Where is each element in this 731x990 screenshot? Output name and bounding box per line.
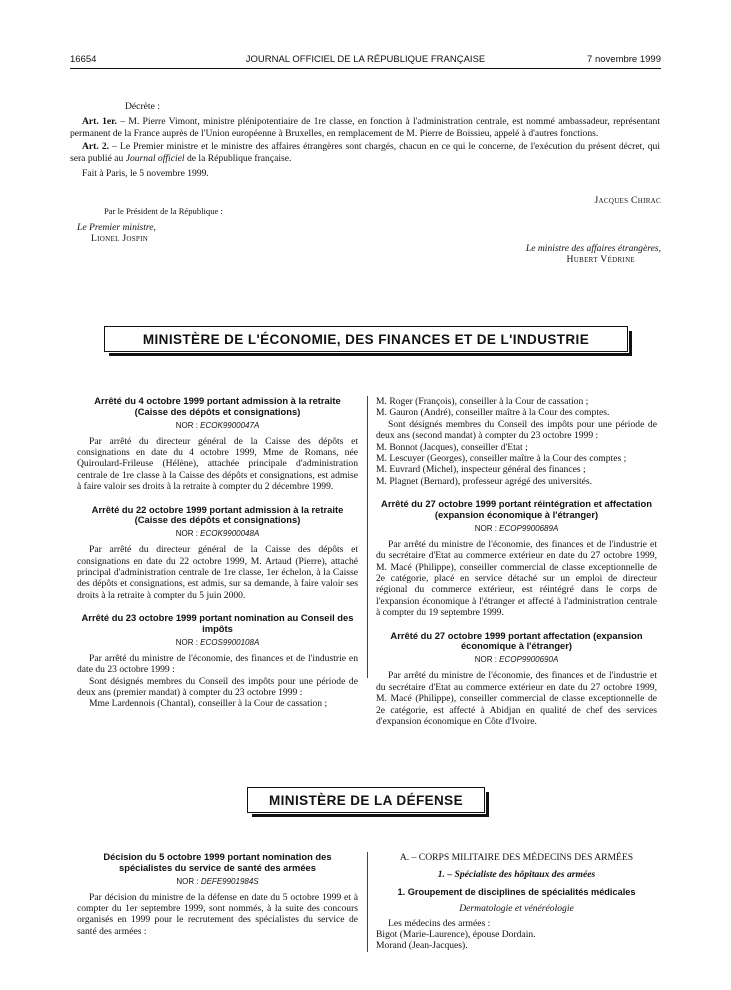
arrete-5-nor: NOR : ECOP9900690A [474,655,559,665]
decision-1-text: Par décision du ministre de la défense en date du 5 octobre 1999 et à compter du 1er septembre 1999, sont nommés, à la suite des concours organisés en 1999 pour le recrutement des spécialistes du service de santé des armées : [77,891,358,937]
article-2-text: – Le Premier ministre et le ministre des affaires étrangères sont chargés, chacun en ce qui le concerne, de l'exécution du présent décret, qui sera publié au [70,141,660,164]
article-2-text-end: de la République française. [184,152,292,164]
defense-right-column [376,852,657,952]
section-1: 1. – Spécialiste des hôpitaux des armées [437,869,596,881]
decrete: Décrète : [125,101,160,112]
pm-name: Lionel Jospin [91,233,149,244]
arrete-4-title: Arrêté du 27 octobre 1999 portant réintégration et affectation (expansion économique à l'étranger) [381,498,652,521]
decree-block [70,101,660,179]
arrete-3-text-1: Par arrêté du ministre de l'économie, des finances et de l'industrie en date du 23 octobre 1999 : [77,652,358,676]
defense-column-rule [367,852,368,952]
discipline: Dermatologie et vénéréologie [459,903,574,915]
economy-right-column [376,396,657,727]
article-1-label: Art. 1er. [82,116,117,128]
list-item: M. Gauron (André), conseiller maître à la Cour des comptes. [376,407,610,419]
article-1-text: – M. Pierre Vimont, ministre plénipotentiaire de 1re classe, en fonction à l'administration centrale, est nommé ambassadeur, représentant permanent de la France auprès de l'Union européenne à Bruxelles, en remplacement de M. Pierre de Boissieu, appelé à d'autres fonctions. [70,116,660,139]
mae-name: Hubert Védrine [566,254,635,265]
header-rule [70,68,661,69]
article-1 [70,116,660,139]
arrete-1-title: Arrêté du 4 octobre 1999 portant admission à la retraite (Caisse des dépôts et consignations) [94,395,341,417]
arrete-4-nor: NOR : ECOP9900689A [474,523,559,533]
arrete-3-nor: NOR : ECOS9900108A [175,637,260,647]
arrete-1-text: Par arrêté du directeur général de la Caisse des dépôts et consignations en date du 4 octobre 1999, Mme de Romans, née Quiroulard-Frileuse (Hélène), attachée principale d'administration centrale de 1re classe à la Caisse des dépôts et consignations, est admise à faire valoir ses droits à la retraite à compter du 2 décembre 1999. [77,435,358,493]
ministry-defense-banner: MINISTÈRE DE LA DÉFENSE [247,787,485,813]
pm-title: Le Premier ministre, [77,222,156,233]
arrete-1-nor: NOR : ECOK9900047A [175,420,260,430]
decision-1-title: Décision du 5 octobre 1999 portant nomination des spécialistes du service de santé des armées [103,851,332,873]
economy-left-column [77,396,358,710]
arrete-2-nor: NOR : ECOK9900048A [175,529,260,539]
conseil-intro-2: Sont désignés membres du Conseil des impôts pour une période de deux ans (second mandat) à compter du 23 octobre 1999 : [376,418,657,442]
medecins-intro: Les médecins des armées : [388,917,491,929]
arrete-3-text-2: Sont désignés membres du Conseil des impôts pour une période de deux ans (premier mandat) à compter du 23 octobre 1999 : [77,675,358,699]
list-item: M. Plagnet (Bernard), professeur agrégé des universités. [376,475,593,487]
article-2-label: Art. 2. [82,141,110,153]
fait-a-paris: Fait à Paris, le 5 novembre 1999. [82,168,209,180]
section-a: A. – CORPS MILITAIRE DES MÉDECINS DES ARMÉES [399,852,634,863]
defense-left-column [77,852,358,937]
economy-column-rule [367,396,368,678]
decision-1-nor: NOR : DEFE9901984S [176,876,259,886]
page-number: 16654 [70,54,97,65]
journal-officiel: Journal officiel [125,152,185,164]
arrete-5-text: Par arrêté du ministre de l'économie, des finances et de l'industrie et du secrétaire d'Etat au commerce extérieur en date du 27 octobre 1999, M. Macé (Philippe), conseiller commercial de classe exceptionnelle de 2e catégorie, est affecté à Abidjan en qualité de chef des services d'expansion économique en Côte d'Ivoire. [376,670,657,727]
arrete-2-text: Par arrêté du directeur général de la Caisse des dépôts et consignations en date du 22 octobre 1999, M. Artaud (Pierre), attaché principal d'administration centrale de 1re classe, 1er échelon, à la Caisse des dépôts et consignations, est admis, sur sa demande, à faire valoir ses droits à la retraite à compter du 5 juin 2000. [77,544,358,601]
list-item: Bigot (Marie-Laurence), épouse Dordain. [376,929,536,941]
issue-date: 7 novembre 1999 [587,54,661,65]
list-item: M. Lescuyer (Georges), conseiller maître à la Cour des comptes ; [376,453,627,465]
arrete-3-title: Arrêté du 23 octobre 1999 portant nomination au Conseil des impôts [81,612,354,635]
arrete-3-text-3: Mme Lardennois (Chantal), conseiller à la Cour de cassation ; [89,698,328,710]
list-item: Morand (Jean-Jacques). [376,940,468,952]
list-item: M. Bonnot (Jacques), conseiller d'Etat ; [376,441,528,453]
article-2 [70,141,660,164]
arrete-4-text: Par arrêté du ministre de l'économie, des finances et de l'industrie et du secrétaire d'Etat au commerce extérieur en date du 27 octobre 1999, M. Macé (Philippe), conseiller commercial de classe exceptionnelle de 2e catégorie, placé en service détaché sur un emploi de directeur régional du commerce extérieur, est réintégré dans le corps de l'expansion économique à l'étranger et affecté à l'administration centrale à compter du 19 septembre 1999. [376,538,657,619]
arrete-2-title: Arrêté du 22 octobre 1999 portant admission à la retraite (Caisse des dépôts et consignations) [91,503,344,526]
list-item: M. Euvrard (Michel), inspecteur général des finances ; [376,464,586,476]
group-1: 1. Groupement de disciplines de spécialités médicales [397,886,636,897]
signer-president: Jacques Chirac [594,195,661,206]
list-item: M. Roger (François), conseiller à la Cour de cassation ; [376,396,589,407]
mae-title: Le ministre des affaires étrangères, [525,243,661,254]
arrete-5-title: Arrêté du 27 octobre 1999 portant affectation (expansion économique à l'étranger) [390,629,643,652]
journal-title: JOURNAL OFFICIEL DE LA RÉPUBLIQUE FRANÇAISE [245,54,486,65]
ministry-economy-banner: MINISTÈRE DE L'ÉCONOMIE, DES FINANCES ET DE L'INDUSTRIE [104,326,628,352]
conseil-list-1 [376,396,657,419]
conseil-list-2 [376,442,657,488]
par-le-president: Par le Président de la République : [104,206,223,216]
